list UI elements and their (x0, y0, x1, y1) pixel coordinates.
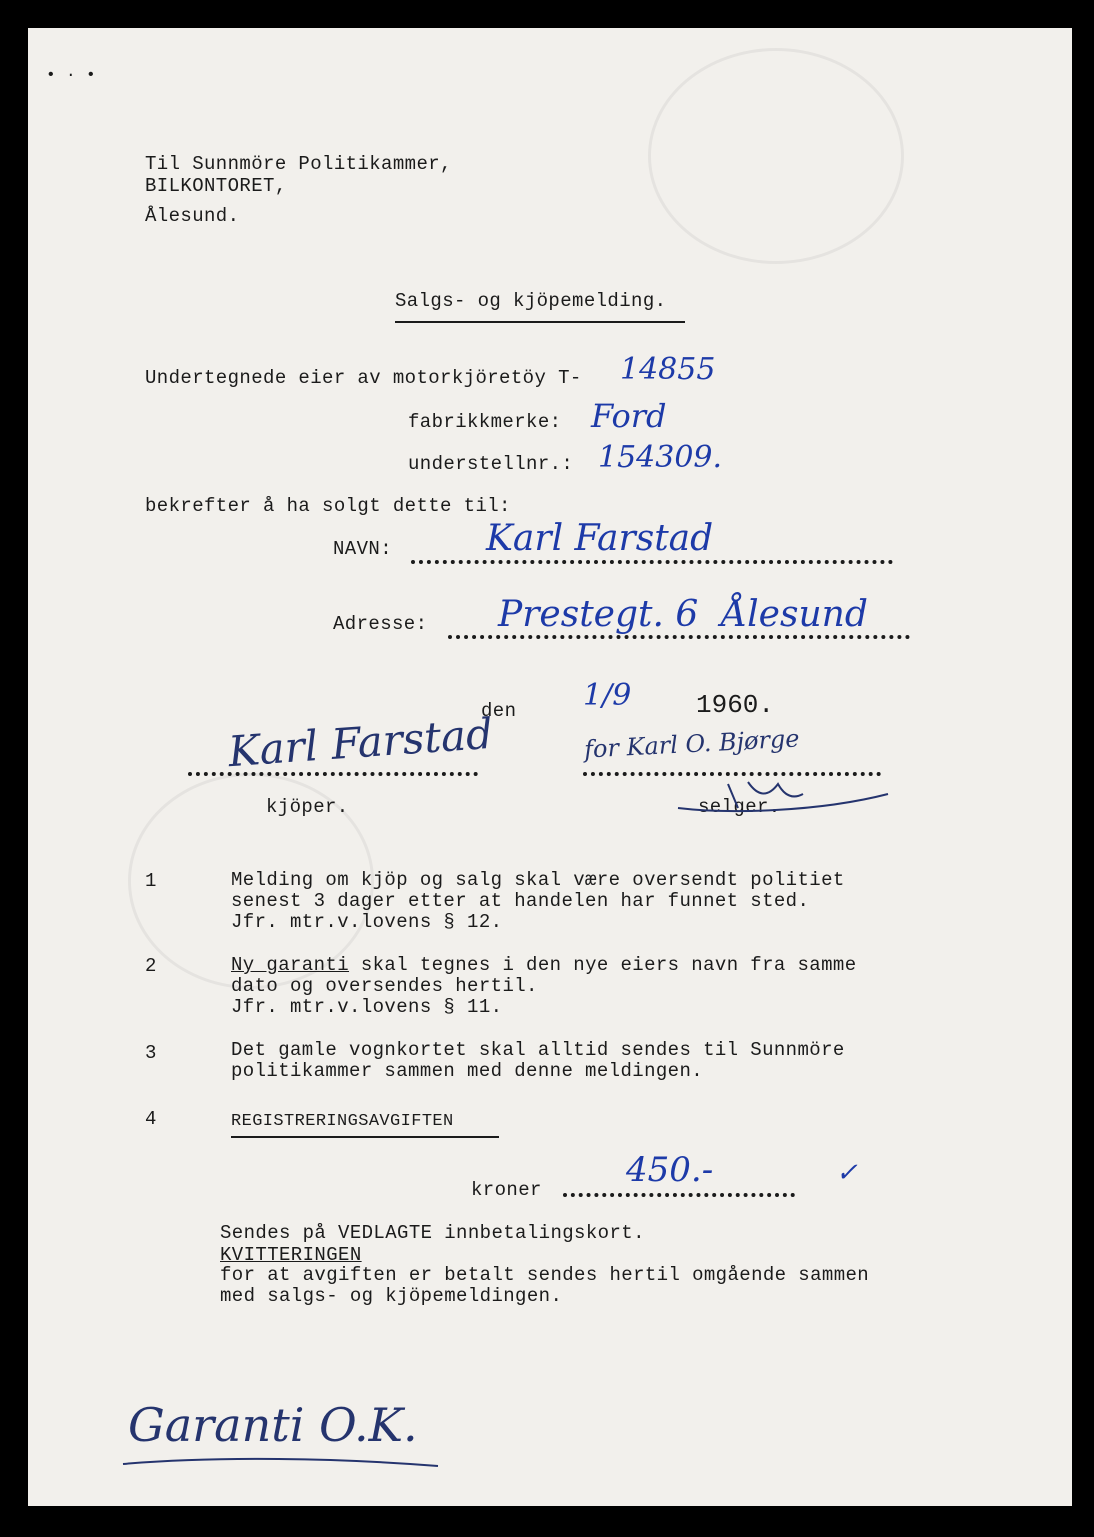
annotation-underline (118, 1446, 458, 1476)
guarantee-annotation: Garanti O.K. (128, 1398, 418, 1452)
note-number: 3 (145, 1042, 157, 1064)
sold-to-label: bekrefter å ha solgt dette til: (145, 495, 511, 517)
fee-heading: REGISTRERINGSAVGIFTEN (231, 1112, 454, 1131)
payment-instruction: Sendes på VEDLAGTE innbetalingskort. (220, 1222, 645, 1244)
note-2-underlined: Ny garanti (231, 954, 350, 976)
note-3-text: Det gamle vognkortet skal alltid sendes til Sunnmöre politikammer sammen med denne meldingen. (231, 1039, 845, 1082)
title-underline (395, 321, 685, 323)
note-2-body: skal tegnes i den nye eiers navn fra samme dato og oversendes hertil. Jfr. mtr.v.lovens § 11. (231, 954, 857, 1018)
fee-dotted-line (563, 1193, 795, 1197)
seller-label: selger. (698, 796, 781, 818)
make-label: fabrikkmerke: (408, 411, 562, 433)
receipt-heading: KVITTERINGEN (220, 1244, 362, 1266)
watermark-seal-top (648, 48, 904, 264)
make-value: Ford (591, 397, 667, 435)
fee-amount: 450.- (626, 1150, 714, 1190)
buyer-dotted-line (188, 772, 478, 776)
receipt-text: for at avgiften er betalt sendes hertil omgående sammen med salgs- og kjöpemeldingen. (220, 1264, 870, 1307)
note-number: 1 (145, 870, 157, 892)
recipient-line-3: Ålesund. (145, 205, 240, 227)
address-label: Adresse: (333, 613, 428, 635)
name-label: NAVN: (333, 538, 393, 560)
seller-initials-scribble (668, 764, 898, 824)
date-year: 1960. (696, 690, 775, 720)
note-1-text: Melding om kjöp og salg skal være oversendt politiet senest 3 dager etter at handelen har funnet sted. Jfr. mtr.v.lovens § 12. (231, 869, 845, 933)
address-dotted-line (448, 635, 910, 639)
fee-check-mark: ✓ (836, 1158, 858, 1188)
chassis-label: understellnr.: (408, 453, 574, 475)
recipient-line-1: Til Sunnmöre Politikammer, (145, 153, 452, 175)
fee-label: kroner (471, 1179, 542, 1201)
note-number: 2 (145, 955, 157, 977)
buyer-name: Karl Farstad (486, 518, 714, 559)
seller-signature: for Karl O. Bjørge (583, 724, 801, 764)
chassis-value: 154309. (598, 440, 723, 475)
date-label: den (481, 700, 517, 722)
fee-heading-underline (231, 1136, 499, 1138)
buyer-signature: Karl Farstad (226, 708, 495, 777)
document-title: Salgs- og kjöpemelding. (395, 290, 667, 312)
registration-number: 14855 (620, 352, 716, 387)
date-day-month: 1/9 (583, 678, 632, 713)
punch-mark: • · • (46, 66, 97, 84)
name-dotted-line (411, 560, 893, 564)
note-number: 4 (145, 1108, 157, 1130)
buyer-label: kjöper. (266, 796, 349, 818)
note-2-text (231, 955, 857, 1018)
buyer-address: Prestegt. 6 Ålesund (498, 594, 868, 635)
document-page (28, 28, 1072, 1506)
owner-label: Undertegnede eier av motorkjöretöy T- (145, 367, 582, 389)
recipient-line-2: BILKONTORET, (145, 175, 287, 197)
